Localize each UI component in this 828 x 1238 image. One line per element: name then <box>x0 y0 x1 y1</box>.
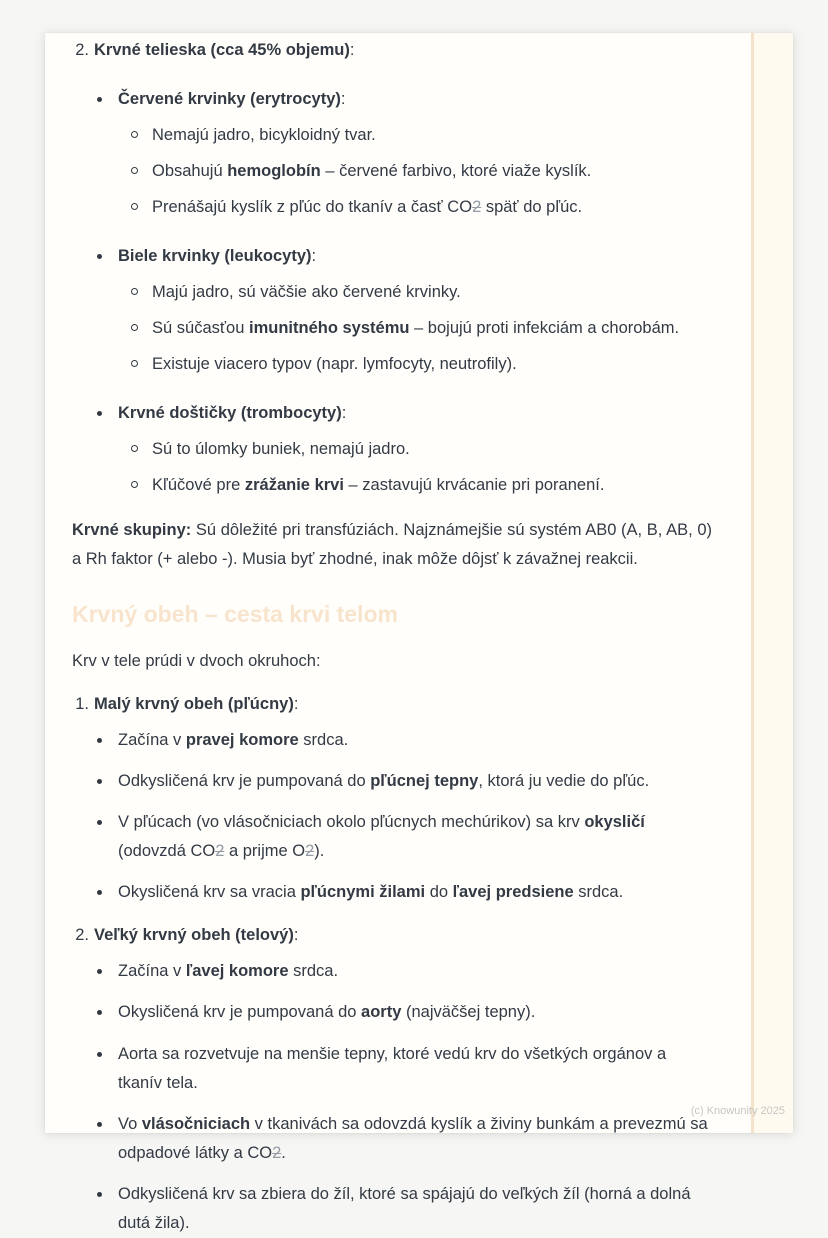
sub-bullet-text <box>152 471 712 500</box>
paragraph-circuits-intro <box>72 647 712 676</box>
sub-bullet-item <box>72 278 712 307</box>
bullet-marker <box>131 278 152 307</box>
text-segment: : <box>349 41 355 59</box>
text-segment: v tkanivách sa odovzdá kyslík a živiny bunkám a prevezmú sa odpadové látky a CO <box>118 1114 708 1162</box>
numbered-item-blood-cells <box>72 36 712 65</box>
bullet-text <box>118 957 712 986</box>
text-segment: imunitného systému <box>249 319 410 338</box>
text-segment: pľúcnej tepny <box>370 772 479 791</box>
text-segment: Sú to úlomky buniek, nemajú jadro. <box>152 440 410 459</box>
text-segment: Odkysličená krv je pumpovaná do <box>118 772 371 791</box>
text-segment: pravej komore <box>185 731 299 750</box>
bullet-text <box>118 767 712 796</box>
circle-bullet-icon <box>131 131 138 138</box>
sub-bullet-item <box>72 121 712 150</box>
circle-bullet-icon <box>131 481 138 488</box>
sub-bullet-text <box>152 278 712 307</box>
sub-bullet-item <box>72 193 712 222</box>
text-segment: – zastavujú krvácanie pri poranení. <box>343 476 605 495</box>
text-segment: . <box>281 1143 286 1162</box>
text-segment: Majú jadro, sú väčšie ako červené krvinky. <box>152 283 461 302</box>
bullet-item <box>72 726 712 755</box>
bullet-marker <box>97 85 118 114</box>
text-segment: zrážanie krvi <box>244 476 344 495</box>
bullet-title <box>118 85 712 114</box>
list-number: 1. <box>75 695 89 714</box>
text-segment: Kľúčové pre <box>152 476 245 495</box>
bullet-item <box>72 1180 712 1238</box>
bullet-item <box>72 85 712 114</box>
disc-bullet-icon <box>97 890 102 895</box>
list-number: 2. <box>75 41 89 59</box>
bullet-marker <box>97 1110 118 1168</box>
sub-bullet-text <box>152 193 712 222</box>
section-heading: Krvný obeh – cesta krvi telom <box>72 601 398 628</box>
page-content <box>72 36 712 1238</box>
sub-bullet-text <box>152 435 712 464</box>
text-segment: (najväčšej tepny). <box>401 1003 536 1022</box>
list-title <box>94 36 712 65</box>
sub-bullet-text <box>152 157 712 186</box>
disc-bullet-icon <box>97 1052 102 1057</box>
text-segment: Krvné telieska (cca 45% objemu) <box>94 41 350 59</box>
text-segment: Malý krvný obeh (pľúcny) <box>94 695 294 714</box>
text-segment: Aorta sa rozvetvuje na menšie tepny, ktoré vedú krv do všetkých orgánov a tkanív tela. <box>118 1044 667 1092</box>
bullet-marker <box>97 1180 118 1238</box>
bullet-marker <box>97 1040 118 1098</box>
circle-bullet-icon <box>131 445 138 452</box>
text-segment: V pľúcach (vo vlásočniciach okolo pľúcnych mechúrikov) sa krv <box>118 813 585 832</box>
bullet-group-platelets <box>72 399 712 500</box>
text-segment: Odkysličená krv sa zbiera do žíl, ktoré sa spájajú do veľkých žíl (horná a dolná dutá žila). <box>118 1184 691 1232</box>
text-segment: Nemajú jadro, bicykloidný tvar. <box>152 126 376 145</box>
sub-bullet-text <box>152 121 712 150</box>
bullet-marker <box>131 314 152 343</box>
sub-bullet-text <box>152 350 712 379</box>
list-title <box>94 690 712 719</box>
bullet-item <box>72 767 712 796</box>
bullet-item <box>72 399 712 428</box>
bullet-item <box>72 957 712 986</box>
text-segment: 2 <box>472 198 482 217</box>
watermark: (c) Knowunity 2025 <box>690 1105 785 1117</box>
disc-bullet-icon <box>97 969 102 974</box>
text-segment: : <box>340 90 346 109</box>
page-edge-band <box>751 33 793 1133</box>
text-segment: 2 <box>305 842 315 861</box>
bullet-text <box>118 1040 712 1098</box>
bullet-marker <box>97 399 118 428</box>
text-segment: : <box>293 926 299 945</box>
bullet-marker <box>97 767 118 796</box>
disc-bullet-icon <box>97 97 102 102</box>
text-segment: , ktorá ju vedie do pľúc. <box>478 772 650 791</box>
disc-bullet-icon <box>97 779 102 784</box>
text-segment: Okysličená krv je pumpovaná do <box>118 1003 362 1022</box>
text-segment: Krv v tele prúdi v dvoch okruhoch: <box>72 652 321 671</box>
bullet-marker <box>97 957 118 986</box>
numbered-item-small-circuit <box>72 690 712 719</box>
disc-bullet-icon <box>97 1122 102 1127</box>
text-segment: Krvné skupiny: <box>72 521 192 540</box>
text-segment: Vo <box>118 1114 142 1133</box>
text-segment: Obsahujú <box>152 162 228 181</box>
text-segment: : <box>293 695 299 714</box>
bullet-item <box>72 808 712 866</box>
text-segment: 2 <box>215 842 225 861</box>
text-segment: späť do pľúc. <box>481 198 583 217</box>
text-segment: : <box>311 247 317 266</box>
bullet-marker <box>97 998 118 1027</box>
disc-bullet-icon <box>97 254 102 259</box>
bullet-text <box>118 998 712 1027</box>
bullet-marker <box>131 471 152 500</box>
sub-bullet-item <box>72 157 712 186</box>
text-segment: srdca. <box>298 731 349 750</box>
bullet-item <box>72 1040 712 1098</box>
circle-bullet-icon <box>131 324 138 331</box>
text-segment: ľavej komore <box>185 962 289 981</box>
sub-bullet-item <box>72 350 712 379</box>
disc-bullet-icon <box>97 820 102 825</box>
bullet-marker <box>131 121 152 150</box>
bullet-item <box>72 242 712 271</box>
bullet-text <box>118 878 712 907</box>
circle-bullet-icon <box>131 167 138 174</box>
text-segment: Okysličená krv sa vracia <box>118 883 301 902</box>
bullet-text <box>118 1110 712 1168</box>
text-segment: 2 <box>272 1143 282 1162</box>
text-segment: a prijme O <box>224 842 306 861</box>
disc-bullet-icon <box>97 1010 102 1015</box>
text-segment: pľúcnymi žilami <box>300 883 426 902</box>
disc-bullet-icon <box>97 738 102 743</box>
bullet-item <box>72 878 712 907</box>
bullet-marker <box>131 157 152 186</box>
text-segment: Biele krvinky (leukocyty) <box>118 247 312 266</box>
text-segment: (odovzdá CO <box>118 842 216 861</box>
text-segment: Existuje viacero typov (napr. lymfocyty, neutrofily). <box>152 355 517 374</box>
circle-bullet-icon <box>131 360 138 367</box>
bullet-marker <box>97 726 118 755</box>
text-segment: do <box>425 883 453 902</box>
bullet-item <box>72 998 712 1027</box>
bullet-marker <box>131 193 152 222</box>
bullet-marker <box>97 808 118 866</box>
list-title <box>94 921 712 950</box>
text-segment: aorty <box>361 1003 402 1022</box>
bullet-text <box>118 808 712 866</box>
text-segment: srdca. <box>573 883 624 902</box>
text-segment: Začína v <box>118 731 186 750</box>
disc-bullet-icon <box>97 411 102 416</box>
text-segment: Prenášajú kyslík z pľúc do tkanív a časť CO <box>152 198 473 217</box>
bullet-marker <box>97 878 118 907</box>
sub-bullet-item <box>72 314 712 343</box>
bullet-group-red-cells <box>72 85 712 222</box>
text-segment: vlásočniciach <box>141 1114 251 1133</box>
text-segment: : <box>341 404 347 423</box>
bullet-group-white-cells <box>72 242 712 379</box>
text-segment: – červené farbivo, ktoré viaže kyslík. <box>320 162 592 181</box>
text-segment: Červené krvinky (erytrocyty) <box>118 90 341 109</box>
text-segment: – bojujú proti infekciám a chorobám. <box>409 319 680 338</box>
numbered-item-large-circuit <box>72 921 712 950</box>
circle-bullet-icon <box>131 203 138 210</box>
text-segment: hemoglobín <box>227 162 321 181</box>
disc-bullet-icon <box>97 1192 102 1197</box>
text-segment: ľavej predsiene <box>452 883 574 902</box>
bullet-title <box>118 399 712 428</box>
text-segment: okysličí <box>584 813 645 832</box>
text-segment: srdca. <box>288 962 339 981</box>
bullet-marker <box>131 435 152 464</box>
text-segment: Sú dôležité pri transfúziách. Najznámejšie sú systém AB0 (A, B, AB, 0) a Rh faktor (+ alebo -). Musia byť zhodné, inak môže dôjsť k závažnej reakcii. <box>72 521 712 569</box>
bullet-item <box>72 1110 712 1168</box>
document-page <box>45 33 793 1232</box>
paragraph-blood-groups <box>72 516 712 574</box>
text-segment: Veľký krvný obeh (telový) <box>94 926 294 945</box>
bullet-title <box>118 242 712 271</box>
sub-bullet-item <box>72 471 712 500</box>
text-segment: Sú súčasťou <box>152 319 249 338</box>
bullet-marker <box>97 242 118 271</box>
sub-bullet-item <box>72 435 712 464</box>
bullet-text <box>118 726 712 755</box>
circle-bullet-icon <box>131 288 138 295</box>
list-number: 2. <box>75 926 89 945</box>
sub-bullet-text <box>152 314 712 343</box>
bullet-marker <box>131 350 152 379</box>
text-segment: Začína v <box>118 962 186 981</box>
bullet-text <box>118 1180 712 1238</box>
text-segment: ). <box>314 842 325 861</box>
text-segment: Krvné doštičky (trombocyty) <box>118 404 342 423</box>
